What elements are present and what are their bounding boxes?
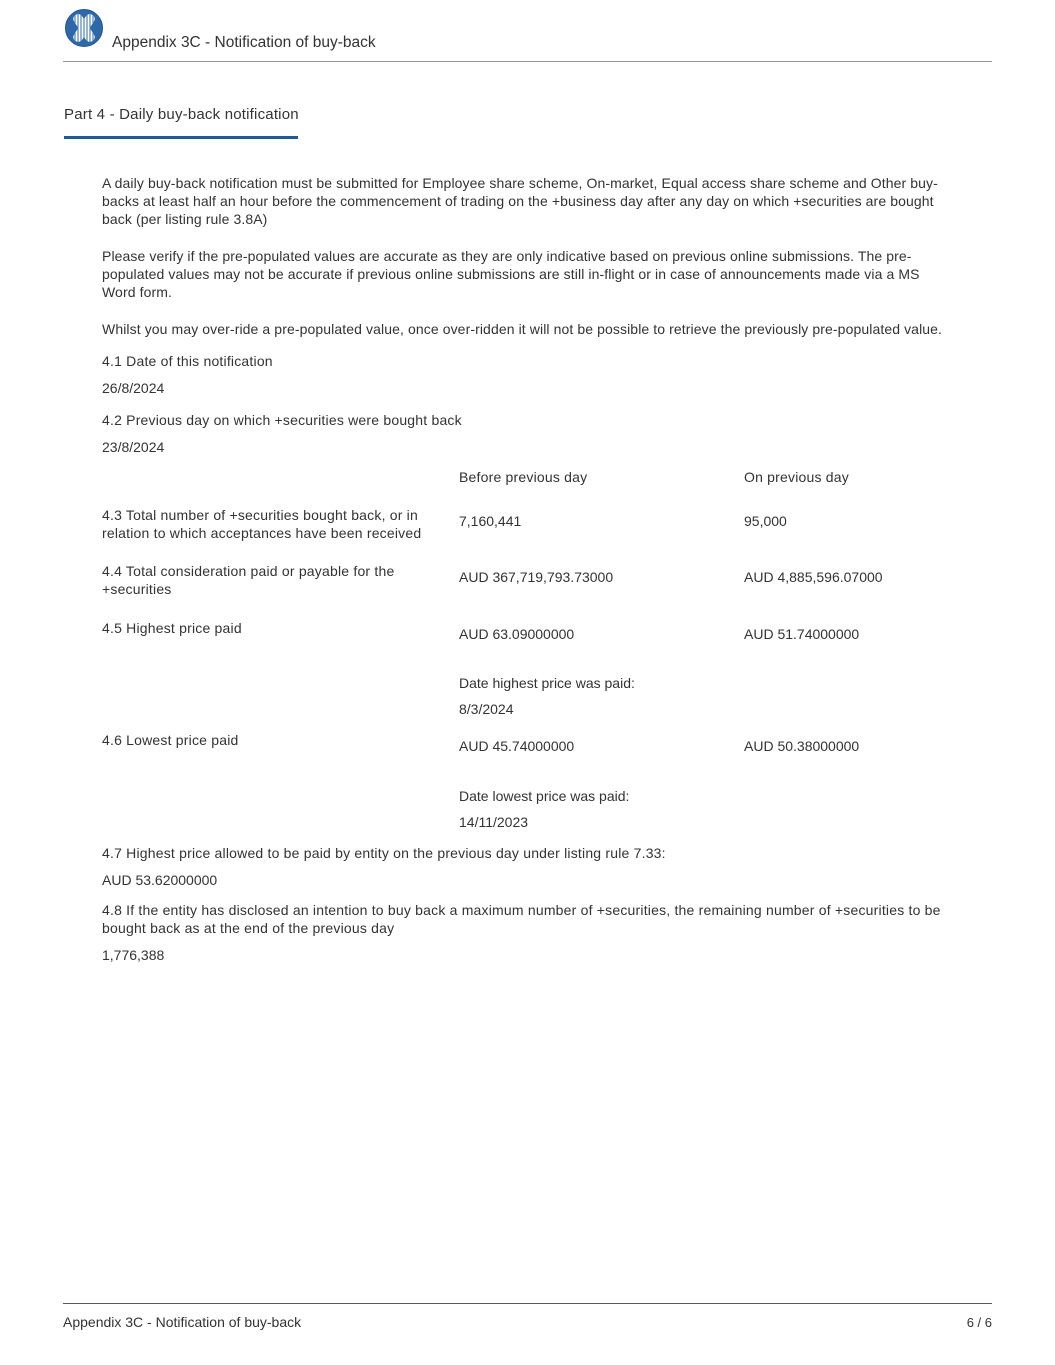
question-4-3-on-value: 95,000 [744, 513, 787, 529]
date-highest-price-value: 8/3/2024 [459, 701, 514, 717]
date-lowest-price-label: Date lowest price was paid: [459, 788, 630, 804]
document-body [102, 174, 955, 964]
table-row-4-5-date [102, 674, 955, 718]
table-row-4-5 [102, 619, 955, 643]
table-row-4-6 [102, 731, 955, 755]
question-4-3-before-value: 7,160,441 [459, 513, 522, 529]
table-header-row [102, 468, 955, 486]
question-4-6-on-value: AUD 50.38000000 [744, 738, 860, 754]
date-highest-price-label: Date highest price was paid: [459, 675, 635, 691]
question-4-6-label: 4.6 Lowest price paid [102, 732, 239, 748]
intro-paragraph-3: Whilst you may over-ride a pre-populated value, once over-ridden it will not be possible to retrieve the previously pre-populated value. [102, 321, 943, 337]
section-heading-underline [64, 136, 298, 139]
question-4-1-value: 26/8/2024 [102, 380, 165, 396]
question-4-5-on-value: AUD 51.74000000 [744, 626, 860, 642]
document-header [63, 0, 992, 62]
question-4-5-before-value: AUD 63.09000000 [459, 626, 575, 642]
question-4-2-label: 4.2 Previous day on which +securities were bought back [102, 412, 462, 428]
date-lowest-price-value: 14/11/2023 [459, 814, 529, 830]
document-title: Appendix 3C - Notification of buy-back [112, 34, 376, 51]
question-4-5-label: 4.5 Highest price paid [102, 620, 242, 636]
table-row-4-3 [102, 506, 955, 542]
question-4-7-label: 4.7 Highest price allowed to be paid by entity on the previous day under listing rule 7.33: [102, 845, 666, 861]
table-row-4-4 [102, 562, 955, 598]
question-4-4-on-value: AUD 4,885,596.07000 [744, 569, 883, 585]
intro-paragraph-2: Please verify if the pre-populated values are accurate as they are only indicative based on previous online submissions. The pre-populated values may not be accurate if previous online submissions are still in-flight or in case of announcements made via a MS Word form. [102, 248, 920, 300]
question-4-3-label: 4.3 Total number of +securities bought back, or in relation to which acceptances have been received [102, 507, 422, 541]
question-4-7-value: AUD 53.62000000 [102, 872, 218, 888]
question-4-4-label: 4.4 Total consideration paid or payable for the +securities [102, 563, 395, 597]
table-row-4-6-date [102, 787, 955, 831]
page-number: 6 / 6 [966, 1315, 992, 1330]
section-heading: Part 4 - Daily buy-back notification [64, 106, 299, 123]
question-4-2-value: 23/8/2024 [102, 439, 165, 455]
asx-logo-icon [65, 9, 103, 47]
question-4-6-before-value: AUD 45.74000000 [459, 738, 575, 754]
intro-paragraph-1: A daily buy-back notification must be submitted for Employee share scheme, On-market, Equal access share scheme and Other buy-backs at least half an hour before the commencement of trading on the +business day after any day on which +securities are bought back (per listing rule 3.8A) [102, 175, 938, 227]
question-4-1-label: 4.1 Date of this notification [102, 353, 273, 369]
question-4-8-label: 4.8 If the entity has disclosed an intention to buy back a maximum number of +securities, the remaining number of +securities to be bought back as at the end of the previous day [102, 902, 941, 936]
question-4-4-before-value: AUD 367,719,793.73000 [459, 569, 614, 585]
footer-title: Appendix 3C - Notification of buy-back [63, 1314, 302, 1330]
column-header-on-previous-day: On previous day [744, 469, 849, 485]
table-header-spacer [102, 468, 459, 486]
column-header-before-previous-day: Before previous day [459, 469, 588, 485]
buyback-comparison-table [102, 468, 955, 831]
document-footer [63, 1303, 992, 1330]
question-4-8-value: 1,776,388 [102, 947, 165, 963]
